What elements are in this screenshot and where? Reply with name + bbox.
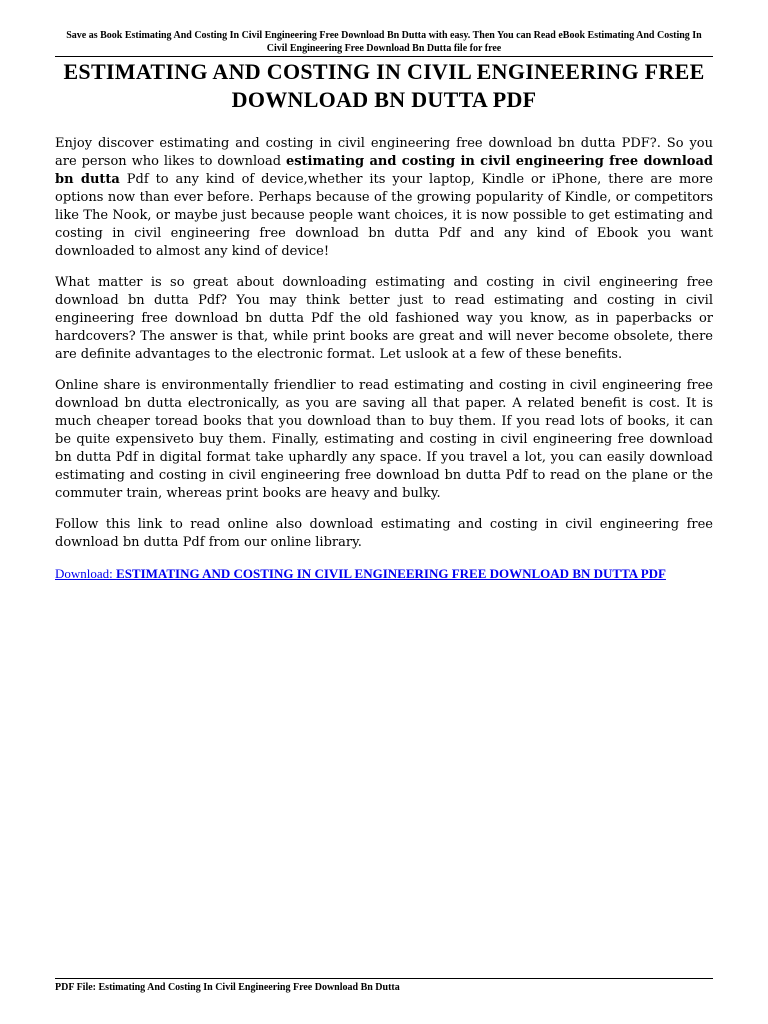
download-line[interactable] xyxy=(55,565,713,583)
footer-divider xyxy=(55,978,713,979)
paragraph-intro-bold: estimating and costing in civil engineering free download bn dutta xyxy=(55,154,713,187)
paragraph-intro-text-a: Enjoy discover estimating and costing in civil engineering free download bn dutta PDF?. So you are person who likes to download xyxy=(55,136,713,169)
page-title: ESTIMATING AND COSTING IN CIVIL ENGINEERING FREE DOWNLOAD BN DUTTA PDF xyxy=(63,59,705,112)
paragraph-intro xyxy=(55,135,713,261)
header-note: Save as Book Estimating And Costing In Civil Engineering Free Download Bn Dutta with easy. Then You can Read eBook Estimating And Costing In Civil Engineering Free Download Bn Dutta file for free xyxy=(66,30,702,54)
header-divider xyxy=(55,56,713,57)
paragraph-follow-link: Follow this link to read online also download estimating and costing in civil engineering free download bn dutta Pdf from our online library. xyxy=(55,517,713,550)
download-title: ESTIMATING AND COSTING IN CIVIL ENGINEERING FREE DOWNLOAD BN DUTTA PDF xyxy=(116,566,666,581)
paragraph-benefits: Online share is environmentally friendlier to read estimating and costing in civil engineering free download bn dutta electronically, as you are saving all that paper. A related benefit is cost. It is much cheaper toread books that you download than to buy them. If you read lots of books, it can be quite expensiveto buy them. Finally, estimating and costing in civil engineering free download bn dutta Pdf in digital format take uphardly any space. If you travel a lot, you can easily download estimating and costing in civil engineering free download bn dutta Pdf to read on the plane or the commuter train, whereas print books are heavy and bulky. xyxy=(55,378,713,501)
paragraph-intro-text-b: Pdf to any kind of device,whether its your laptop, Kindle or iPhone, there are more options now than ever before. Perhaps because of the growing popularity of Kindle, or competitors like The Nook, or maybe just because people want choices, it is now possible to get estimating and costing in civil engineering free download bn dutta Pdf and any kind of Ebook you want downloaded to almost any kind of device! xyxy=(55,172,714,259)
paragraph-advantages: What matter is so great about downloading estimating and costing in civil engineering free download bn dutta Pdf? You may think better just to read estimating and costing in civil engineering free download bn dutta Pdf the old fashioned way you know, as in paperbacks or hardcovers? The answer is that, while print books are great and will never become obsolete, there are definite advantages to the electronic format. Let uslook at a few of these benefits. xyxy=(55,275,713,362)
download-prefix: Download: xyxy=(55,566,117,581)
footer-text: PDF File: Estimating And Costing In Civil Engineering Free Download Bn Dutta xyxy=(55,982,400,993)
download-link[interactable] xyxy=(55,566,666,581)
article-body xyxy=(55,135,713,596)
